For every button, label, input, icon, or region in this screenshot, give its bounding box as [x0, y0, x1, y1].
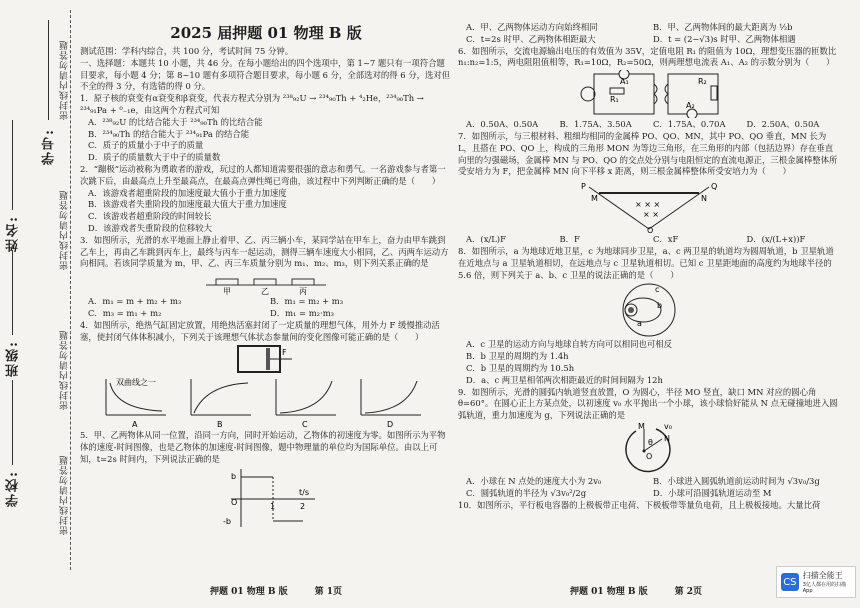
q5-axis-2: 2	[300, 501, 306, 511]
binding-strip	[0, 0, 90, 608]
seal-note: 密封线内请勿答题	[60, 330, 70, 410]
q5-axis-1: 1	[270, 501, 276, 511]
label-q: Q	[711, 182, 718, 192]
q1-option-a: A．²³⁸₉₂U 的比结合能大于 ²³⁴₉₀Th 的比结合能	[88, 116, 263, 127]
question-5: 5．甲、乙两物体从同一位置，沿同一方向，同时开始运动，乙物体的初速度为零。如图所示为平物体的速度-时间图像，也是乙物体的加速度-时间图像，题中物理量的单位均为国际单位。由以上可知，t=2s 时间内，下列说法正确的是	[80, 430, 446, 464]
orbit-c-label: c	[655, 285, 660, 295]
question-4: 4．如图所示，绝热气缸固定放置，用绝热活塞封闭了一定质量的理想气体，用外力 F 缓慢推动活塞，使封闭气体体积减小，下列关于该理想气体状态参量间的变化图像可能正确的是（ ）	[80, 319, 440, 342]
question-6: 6．如图所示，交流电源输出电压的有效值为 35V，定值电阻 R₁ 的阻值为 10Ω，理想变压器的匝数比 n₁:n₂=1:5，两电阻阻值相等，R₁=10Ω，R₂=50Ω，则两理想电流表 A₁、A₂ 的示数分别为（ ）	[458, 45, 837, 68]
class-label: 班级:	[6, 340, 21, 377]
q7-options	[458, 234, 840, 246]
q6-option-a: A．0.50A、0.50A	[466, 119, 539, 130]
orbit-a-label: a	[637, 319, 642, 329]
section-instructions: 一、选择题：本题共 10 小题，共 46 分。在每小题给出的四个选项中，第 1~7 题只有一项符合题目要求，每小题 4 分；第 8~10 题有多项符合题目要求，每小题 6 分，全部选对的得 6 分，选对但不全的得 3 分，有选错的得 0 分。	[80, 57, 451, 92]
q9-option-b: B．小球进入圆弧轨道前运动时间为 √3v₀/3g	[653, 475, 820, 486]
q4-graph-a	[106, 377, 166, 429]
q1-option-b: B．²³⁴₉₀Th 的结合能大于 ²³⁴₉₁Pa 的结合能	[88, 128, 250, 139]
svg-text:× × ×: × × ×	[635, 200, 661, 210]
graph-label-c: C	[302, 420, 308, 430]
seal-note: 密封线内请勿答题	[60, 455, 70, 535]
name-line	[12, 120, 13, 210]
q8-option-a: A．c 卫星的运动方向与地球自转方向可以相同也可相反	[466, 339, 673, 350]
question-10: 10．如图所示，平行板电容器的上极板带正电荷、下极板带等量负电荷，且上极板接地。大量比荷	[458, 499, 821, 510]
q7-option-c: C．xF	[653, 234, 679, 245]
graph-label-d: D	[387, 420, 394, 430]
r1-label: R₁	[610, 95, 619, 105]
q5-option-d: D．t = (2−√3)s 时甲、乙两物体相遇	[653, 33, 796, 44]
curve-note: 双曲线之一	[116, 378, 156, 388]
q3-option-c: C．m₃ = m₁ + m₂	[88, 307, 162, 318]
q8-orbits-figure	[609, 282, 689, 338]
q9-options-row-2	[458, 488, 840, 500]
scanner-logo	[776, 566, 856, 598]
m-label: M	[638, 422, 645, 431]
q7-option-b: B．F	[559, 234, 580, 245]
r2-label: R₂	[698, 77, 707, 87]
seal-line	[70, 10, 71, 570]
q4-graph-d	[361, 379, 421, 429]
exam-intro: 测试范围：学科内综合，共 100 分，考试时间 75 分钟。	[80, 46, 294, 56]
scanner-icon: CS	[781, 573, 799, 591]
q9-option-d: D．小球可沿圆弧轨道运动至 M	[653, 487, 772, 498]
graph-label-b: B	[217, 420, 223, 430]
q5-axis-origin: O	[231, 497, 238, 507]
q7-option-d: D．(x/(L+x))F	[746, 234, 806, 245]
q5-option-b: B．甲、乙两物体间的最大距离为 ½b	[653, 22, 793, 32]
orbit-b-label: b	[657, 301, 663, 311]
q4-graphs	[96, 375, 436, 429]
class-line	[12, 250, 13, 335]
exam-page-1	[80, 8, 452, 532]
q9-arc-figure	[604, 423, 694, 475]
q4-cylinder-figure	[236, 344, 296, 374]
graph-label-a: A	[132, 420, 138, 430]
q6-option-b: B．1.75A、3.50A	[559, 119, 632, 130]
q6-options	[458, 119, 840, 131]
id-label: 学号:	[42, 128, 57, 165]
q1-option-d: D．质子的质量数大于中子的质量数	[88, 152, 221, 163]
q7-triangle-figure	[569, 179, 729, 233]
label-m: M	[591, 194, 598, 204]
q8-option-b: B．b 卫星的周期约为 1.4h	[466, 351, 569, 362]
theta-label: θ	[648, 437, 653, 447]
o-label: O	[646, 451, 653, 461]
q5-option-c: C．t=2s 时甲、乙两物体相距最大	[466, 33, 596, 44]
q3-options-row-1	[80, 296, 452, 308]
label-p: P	[581, 182, 586, 192]
page-1-footer: 押题 01 物理 B 版 第 1页	[210, 587, 343, 597]
exam-page-2	[458, 8, 840, 511]
q2-option-c: C．该游戏者超重阶段的时间较长	[88, 211, 212, 222]
label-n: N	[701, 194, 707, 204]
q4-graph-c	[276, 379, 336, 429]
q8-option-d: D．a、c 两卫星相邻两次相距最近的时间间隔为 12h	[466, 374, 663, 385]
q5-graph	[211, 467, 321, 531]
q5-option-a: A．甲、乙两物体运动方向始终相同	[466, 22, 598, 32]
school-line	[12, 380, 13, 465]
cart-label: 乙	[261, 287, 269, 296]
svg-text:× ×: × ×	[643, 210, 659, 220]
exam-title: 2025 届押题 01 物理 B 版	[170, 24, 362, 42]
label-o: O	[647, 226, 654, 234]
question-8: 8．如图所示，a 为地球近地卫星，c 为地球同步卫星，a、c 两卫星的轨道均为圆周轨道，b 卫星轨道在近地点与 a 卫星轨道相切，在远地点与 c 卫星轨道相切。已知 c 卫星距地面的高度约为地球半径的 5.6 倍，则下列关于 a、b、c 卫星的说法正确的是（ ）	[458, 245, 834, 280]
q5-options-row-2	[458, 34, 840, 46]
q2-option-b: B．该游戏者失重阶段的加速度最大值大于重力加速度	[88, 199, 287, 210]
logo-text: 扫描全能王	[802, 571, 843, 580]
question-2: 2．“蹦极”运动被称为勇敢者的游戏，玩过的人都知道需要很强的意志和勇气。一名游戏参与者第一次跳下后，由最高点上升至最高点，在最高点弹性绳已弯曲，该过程中下列判断正确的是（ ）	[80, 163, 446, 186]
name-label: 姓名:	[6, 215, 21, 252]
q4-graph-b	[191, 379, 251, 429]
question-9: 9．如图所示，光滑的圆弧内轨道竖直放置，O 为圆心，半径 MO 竖直，缺口 MN 对应的圆心角θ=60°。在圆心正上方某点处，以初速度 v₀ 水平抛出一个小球，该小球恰好能从 N 点无碰撞地进入圆弧轨道，重力加速度为 g，下列说法正确的是	[458, 386, 838, 421]
page-2-footer: 押题 01 物理 B 版 第 2页	[570, 587, 703, 597]
q5-axis-b: b	[231, 471, 237, 481]
school-label: 学校:	[6, 470, 21, 507]
q3-options-row-2	[80, 308, 452, 320]
q3-option-b: B．m₁ = m₂ + m₃	[270, 296, 344, 307]
q3-carts-figure	[206, 271, 326, 295]
ammeter-a2-label: A₂	[686, 101, 695, 111]
force-label: F	[282, 348, 287, 358]
seal-note: 密封线内请勿答题	[60, 40, 70, 120]
seal-note: 密封线内请勿答题	[60, 190, 70, 270]
v0-label: v₀	[664, 422, 672, 431]
ammeter-a1-label: A₁	[620, 77, 629, 87]
q3-option-d: D．m₁ = m₂·m₃	[270, 307, 334, 318]
q9-option-c: C．圆弧轨道的半径为 √3v₀²/2g	[466, 487, 587, 498]
n-label: N	[664, 433, 670, 443]
question-7: 7．如图所示，与三根材料、粗细均相同的金属棒 PO、QO、MN，其中 PO、QO 垂直，MN 长为 L，且搭在 PO、QO 上，构成的三角形 MON 为等边三角形，在三角形的内部（包括边界）存在垂直向里的匀强磁场，金属棒 MN 与 PO、QO 的交点处分别与电阻恒定的直流电源正，三根金属棒整体所受安培力为 F，把金属棒 MN 向下平移 x 距离，则三根金属棒整体所受安培力为（ ）	[458, 130, 838, 177]
question-1: 1．原子核的衰变有α衰变和β衰变，代表方程式分别为 ²³⁸₉₂U → ²³⁴₉₀Th + ⁴₂He，²³⁴₉₀Th → ²³⁴₉₁Pa + ⁰₋₁e，由这两个方程式可知	[80, 93, 424, 115]
logo-subtext: 3亿人都在用的扫描App	[802, 582, 846, 594]
q2-option-d: D．该游戏者失重阶段的位移较大	[88, 222, 212, 233]
id-line	[48, 20, 49, 120]
q3-option-a: A．m₁ = m + m₂ + m₃	[88, 296, 182, 307]
q6-option-d: D．2.50A、0.50A	[746, 119, 820, 130]
question-3: 3．如图所示，光滑的水平地面上静止着甲、乙、丙三辆小车，某同学站在甲车上，奋力由甲车跳到乙车上，再由乙车跳到丙车上，最终与丙车一起运动，测得三辆车速度大小相同，乙、丙两车运动方向相同。若该同学质量为 m，甲、乙、丙三车质量分别为 m₁、m₂、m₃，则下列关系正确的是	[80, 234, 449, 269]
q5-axis-minus-b: -b	[223, 516, 231, 526]
q9-options-row-1	[458, 476, 840, 488]
q5-options-row-1	[458, 22, 840, 34]
cart-label: 甲	[223, 287, 231, 296]
q6-option-c: C．1.75A、0.70A	[653, 119, 726, 130]
q2-option-a: A．该游戏者超重阶段的加速度最大值小于重力加速度	[88, 187, 287, 198]
cart-label: 丙	[299, 287, 307, 296]
q1-option-c: C．质子的质量小于中子的质量	[88, 140, 204, 151]
q5-axis-t: t/s	[299, 487, 309, 497]
q7-option-a: A．(x/L)F	[466, 234, 506, 245]
q6-circuit-figure	[574, 70, 724, 118]
q9-option-a: A．小球在 N 点处的速度大小为 2v₀	[466, 475, 602, 486]
q8-option-c: C．b 卫星的周期约为 10.5h	[466, 362, 575, 373]
